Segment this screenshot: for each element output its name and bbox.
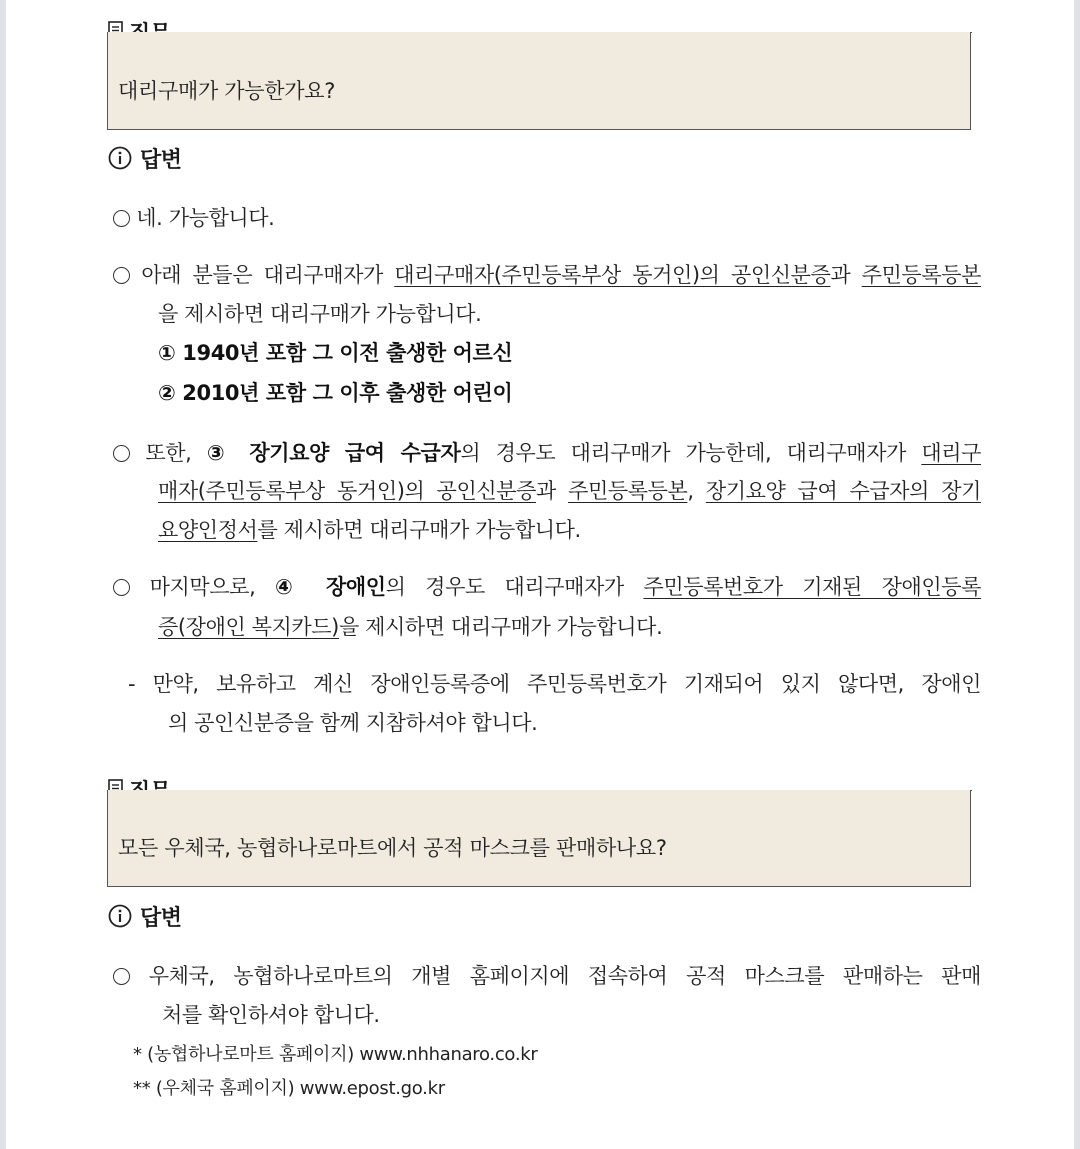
eligible-item-1: ① 1940년 포함 그 이전 출생한 어르신 [158,341,513,365]
answer-text: , [687,479,706,503]
circle-bullet-icon [113,445,130,462]
circle-bullet-icon [113,968,130,985]
answer-item-1 [113,202,274,232]
info-icon [108,146,132,170]
answer-item-3-line3 [158,514,581,544]
answer-label-1 [108,141,182,175]
underlined-text: 주민등록등본 [568,479,688,503]
underlined-text: 장기요양 급여 수급자의 장기 [705,479,981,503]
eligible-item-4: ④ 장애인 [274,575,386,599]
answer-text: 과 [536,479,569,503]
eligible-item-2: ② 2010년 포함 그 이후 출생한 어린이 [158,381,513,405]
answer-text: 네. 가능합니다. [136,206,275,230]
eligible-item-3: ③ 장기요양 급여 수급자 [206,441,461,465]
answer-item-3-line2 [158,475,981,505]
left-page-edge [0,0,6,1149]
underlined-text: 요양인정서 [158,518,258,542]
note-line-1: - 만약, 보유하고 계신 장애인등록증에 주민등록번호가 기재되어 있지 않다면, 장애인 [128,672,981,696]
circle-bullet-icon [113,210,130,227]
answer-text: 과 [830,263,862,287]
answer-label-2 [108,899,182,933]
question-text: 대리구매가 가능한가요? [118,78,336,103]
answer-item-4-line2 [158,611,662,641]
answer-item-5-line2: 처를 확인하셔야 합니다. [162,1003,380,1027]
underlined-text: 주민등록번호가 기재된 장애인등록 [643,575,981,599]
answer-item-2-line2: 을 제시하면 대리구매가 가능합니다. [158,302,482,326]
answer-text: 의 경우도 대리구매자가 [385,575,644,599]
answer-text: 마지막으로, [149,575,275,599]
answer-text: 우체국, 농협하나로마트의 개별 홈페이지에 접속하여 공적 마스크를 판매하는 판매 [148,964,981,988]
answer-item-3 [113,437,981,467]
question-text: 모든 우체국, 농협하나로마트에서 공적 마스크를 판매하나요? [118,836,667,860]
circle-bullet-icon [113,267,130,284]
circle-bullet-icon [113,579,130,596]
reference-epost: ** (우체국 홈페이지) www.epost.go.kr [133,1078,445,1099]
answer-item-2 [113,259,981,289]
answer-text: 아래 분들은 대리구매자가 [141,263,395,287]
answer-item-4 [113,571,981,601]
answer-text: 를 제시하면 대리구매가 가능합니다. [257,518,581,542]
info-icon [108,904,132,928]
underlined-text: 대리구 [921,441,982,465]
underlined-text: 대리구매자(주민등록부상 동거인)의 공인신분증 [394,263,831,287]
answer-label-text: 답변 [140,905,182,931]
underlined-text: 증(장애인 복지카드) [158,615,339,639]
reference-nhhanaro: * (농협하나로마트 홈페이지) www.nhhanaro.co.kr [133,1044,538,1065]
answer-text: 의 경우도 대리구매가 가능한데, 대리구매자가 [460,441,922,465]
answer-item-5 [113,960,981,990]
question-box-1 [107,32,971,130]
note-line-2: 의 공인신분증을 함께 지참하셔야 합니다. [168,711,538,735]
underlined-text: 주민등록등본 [861,263,981,287]
answer-text: 을 제시하면 대리구매가 가능합니다. [338,615,663,639]
question-box-2 [107,790,971,887]
right-page-edge [1074,0,1080,1149]
underlined-text: 매자(주민등록부상 동거인)의 공인신분증 [158,479,536,503]
answer-label-text: 답변 [140,147,182,173]
answer-text: 또한, [145,441,207,465]
